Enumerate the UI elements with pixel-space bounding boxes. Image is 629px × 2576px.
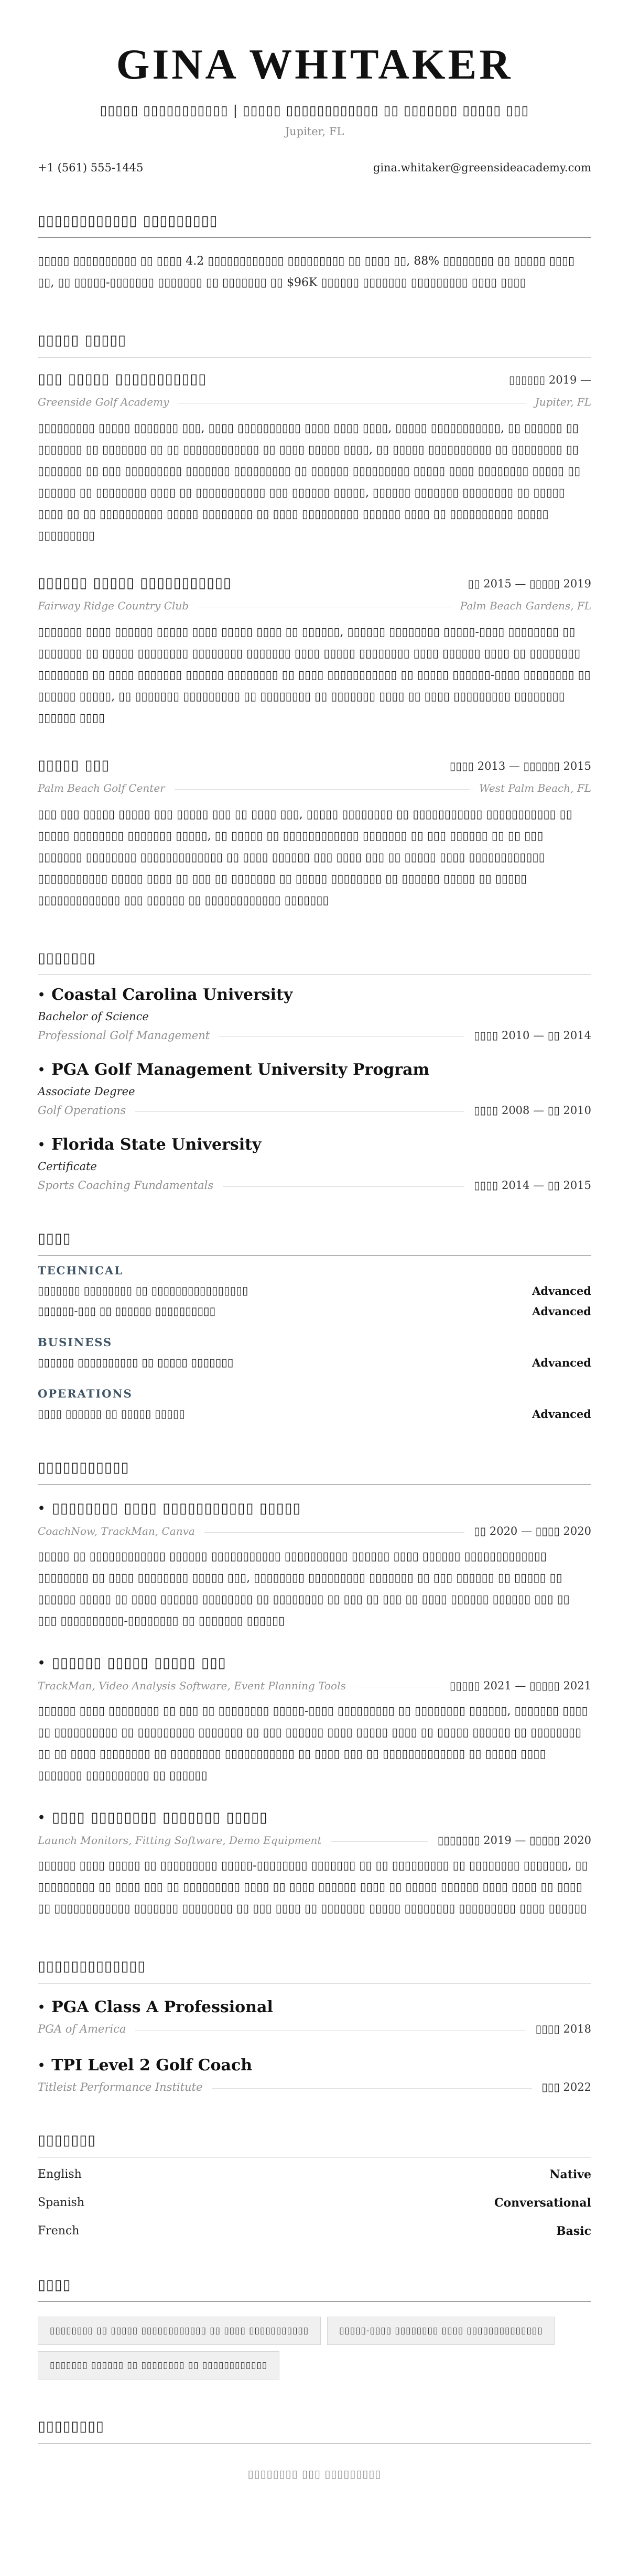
project-name: ▯▯▯▯ ▯▯▯▯▯▯▯▯ ▯▯▯▯▯▯▯ ▯▯▯▯▯ xyxy=(52,1809,268,1826)
bullet-icon: • xyxy=(38,1138,46,1152)
contact-row xyxy=(38,161,591,174)
skill-name: ▯▯▯▯▯▯ ▯▯▯▯▯▯▯▯▯▯ ▯▯ ▯▯▯▯▯ ▯▯▯▯▯▯▯ xyxy=(38,1356,234,1369)
language-level: Native xyxy=(549,2168,591,2181)
dotted-leader xyxy=(331,1841,428,1842)
interest-tag: ▯▯▯▯▯▯▯ ▯▯▯▯▯▯ ▯▯ ▯▯▯▯▯▯▯▯ ▯▯ ▯▯▯▯▯▯▯▯▯▯▯▯ xyxy=(38,2351,279,2379)
references-note: ▯▯▯▯▯▯▯▯ ▯▯▯ ▯▯▯▯▯▯▯▯▯ xyxy=(247,2468,382,2480)
job-title: ▯▯▯▯▯▯ ▯▯▯▯▯ ▯▯▯▯▯▯▯▯▯▯▯ xyxy=(38,575,232,591)
bullet-icon: • xyxy=(38,2000,46,2014)
skills-heading: ▯▯▯▯ xyxy=(38,1230,591,1256)
experience-item xyxy=(38,575,591,729)
project-item xyxy=(38,1500,591,1632)
resume-header xyxy=(38,0,591,138)
interests-section xyxy=(38,2277,591,2379)
skill-category-business: BUSINESS xyxy=(38,1336,113,1349)
certification-item xyxy=(38,1998,591,2035)
project-name: ▯▯▯▯▯▯▯▯ ▯▯▯▯ ▯▯▯▯▯▯▯▯▯▯▯ ▯▯▯▯▯ xyxy=(52,1500,301,1516)
education-item xyxy=(38,986,591,1042)
job-company: Greenside Golf Academy xyxy=(38,396,169,408)
summary-text: ▯▯▯▯▯ ▯▯▯▯▯▯▯▯▯▯ ▯▯ ▯▯▯▯ 4.2 ▯▯▯▯▯▯▯▯▯▯▯▯ ▯▯▯▯▯▯▯▯▯ ▯▯ ▯▯▯▯ ▯▯, 88% ▯▯▯▯▯▯▯▯ ▯▯ ▯▯▯▯▯ ▯▯▯▯ ▯▯, ▯▯ ▯▯▯▯▯-▯▯▯▯▯▯▯ ▯▯▯▯▯▯▯ ▯▯ ▯▯▯▯▯▯▯ ▯▯ $96K ▯▯▯▯▯▯ ▯▯▯▯▯▯▯ ▯▯▯▯▯▯▯▯▯ ▯▯▯▯ ▯▯▯▯ xyxy=(38,255,575,289)
certification-date: ▯▯▯ 2022 xyxy=(541,2081,591,2093)
dotted-leader xyxy=(223,1186,464,1187)
project-dates: ▯▯▯▯▯▯▯ 2019 — ▯▯▯▯▯ 2020 xyxy=(437,1834,591,1847)
job-dates: ▯▯▯▯ 2013 — ▯▯▯▯▯▯ 2015 xyxy=(449,760,591,772)
project-dates: ▯▯ 2020 — ▯▯▯▯ 2020 xyxy=(474,1525,591,1537)
skill-level: Advanced xyxy=(532,1356,591,1369)
bullet-icon: • xyxy=(38,2058,46,2072)
language-row xyxy=(38,2168,591,2181)
skill-level: Advanced xyxy=(532,1407,591,1421)
certification-date: ▯▯▯▯ 2018 xyxy=(535,2023,591,2035)
degree: Associate Degree xyxy=(38,1085,135,1098)
dotted-leader xyxy=(219,1036,464,1037)
project-tools: CoachNow, TrackMan, Canva xyxy=(38,1525,195,1537)
summary-heading: ▯▯▯▯▯▯▯▯▯▯▯▯ ▯▯▯▯▯▯▯▯▯ xyxy=(38,213,591,238)
skill-row xyxy=(38,1407,591,1421)
certifications-heading: ▯▯▯▯▯▯▯▯▯▯▯▯▯ xyxy=(38,1958,591,1983)
field-of-study: Professional Golf Management xyxy=(38,1029,210,1042)
language-level: Basic xyxy=(556,2224,591,2238)
skill-category-operations: OPERATIONS xyxy=(38,1387,133,1400)
job-location: Palm Beach Gardens, FL xyxy=(460,599,591,612)
project-dates: ▯▯▯▯▯ 2021 — ▯▯▯▯▯ 2021 xyxy=(449,1679,591,1692)
certifications-section xyxy=(38,1958,591,2093)
dotted-leader xyxy=(175,789,470,790)
education-dates: ▯▯▯▯ 2010 — ▯▯ 2014 xyxy=(474,1029,591,1042)
language-name: English xyxy=(38,2168,82,2181)
job-title: ▯▯▯▯▯ ▯▯▯ xyxy=(38,757,110,773)
languages-section xyxy=(38,2132,591,2238)
languages-heading: ▯▯▯▯▯▯▯ xyxy=(38,2132,591,2157)
skill-level: Advanced xyxy=(532,1305,591,1318)
certification-item xyxy=(38,2056,591,2093)
job-description: ▯▯▯▯▯▯▯▯▯ ▯▯▯▯▯ ▯▯▯▯▯▯▯ ▯▯▯, ▯▯▯▯ ▯▯▯▯▯▯▯▯▯▯ ▯▯▯▯ ▯▯▯▯ ▯▯▯▯, ▯▯▯▯▯ ▯▯▯▯▯▯▯▯▯▯▯, ▯▯ ▯▯▯▯▯▯ ▯▯ ▯▯▯▯▯▯▯ ▯▯ ▯▯▯▯▯▯▯ ▯▯ ▯▯ ▯▯▯▯▯▯▯▯▯▯▯▯ ▯▯ ▯▯▯▯ ▯▯▯▯▯ ▯▯▯▯, ▯▯ ▯▯▯▯▯ ▯▯▯▯▯▯▯▯▯▯ ▯▯ ▯▯▯▯▯▯▯▯ ▯▯ ▯▯▯▯▯▯▯ ▯▯ ▯▯▯ ▯▯▯▯▯▯▯▯▯ ▯▯▯▯▯▯▯ ▯▯▯▯▯▯▯▯▯ ▯▯ ▯▯▯▯▯▯ ▯▯▯▯▯▯▯▯▯ ▯▯▯▯▯ ▯▯▯▯ ▯▯▯▯▯▯▯▯ ▯▯▯▯▯ ▯▯ ▯▯▯▯▯▯ ▯▯ ▯▯▯▯▯▯▯▯ ▯▯▯▯ ▯▯ ▯▯▯▯▯▯▯▯▯▯▯ ▯▯▯ ▯▯▯▯▯▯ ▯▯▯▯▯, ▯▯▯▯▯▯ ▯▯▯▯▯▯▯ ▯▯▯▯▯▯▯▯ ▯▯ ▯▯▯▯▯ ▯▯▯▯ ▯▯ ▯▯ ▯▯▯▯▯▯▯▯▯▯ ▯▯▯▯▯ ▯▯▯▯▯▯▯▯ ▯▯ ▯▯▯▯ ▯▯▯▯▯▯▯▯▯ ▯▯▯▯▯▯ ▯▯▯▯ ▯▯ ▯▯▯▯▯▯▯▯▯▯ ▯▯▯▯▯ ▯▯▯▯▯▯▯▯▯ xyxy=(38,422,581,542)
certification-name: TPI Level 2 Golf Coach xyxy=(51,2056,253,2075)
project-description: ▯▯▯▯▯ ▯▯ ▯▯▯▯▯▯▯▯▯▯▯▯ ▯▯▯▯▯▯ ▯▯▯▯▯▯▯▯▯▯▯ ▯▯▯▯▯▯▯▯▯▯ ▯▯▯▯▯▯ ▯▯▯▯ ▯▯▯▯▯▯ ▯▯▯▯▯▯▯▯▯▯▯▯▯ ▯▯▯▯▯▯▯▯ ▯▯ ▯▯▯▯ ▯▯▯▯▯▯▯▯ ▯▯▯▯▯ ▯▯▯, ▯▯▯▯▯▯▯▯ ▯▯▯▯▯▯▯▯▯ ▯▯▯▯▯▯▯ ▯▯ ▯▯▯ ▯▯▯▯▯▯ ▯▯ ▯▯▯▯▯ ▯▯ ▯▯▯▯▯▯ ▯▯▯▯▯ ▯▯ ▯▯▯▯ ▯▯▯▯▯▯ ▯▯▯▯▯▯▯▯ ▯▯ ▯▯▯▯▯▯▯▯ ▯▯ ▯▯▯ ▯▯ ▯▯▯ ▯▯ ▯▯▯▯ ▯▯▯▯▯▯ ▯▯▯▯▯▯ ▯▯▯ ▯▯ ▯▯▯ ▯▯▯▯▯▯▯▯▯▯-▯▯▯▯▯▯▯▯ ▯▯ ▯▯▯▯▯▯▯ ▯▯▯▯▯▯ xyxy=(38,1550,570,1628)
education-dates: ▯▯▯▯ 2008 — ▯▯ 2010 xyxy=(474,1104,591,1117)
skill-level: Advanced xyxy=(532,1284,591,1297)
job-company: Palm Beach Golf Center xyxy=(38,782,165,794)
project-description: ▯▯▯▯▯▯ ▯▯▯▯ ▯▯▯▯▯▯▯▯ ▯▯ ▯▯▯ ▯▯ ▯▯▯▯▯▯▯▯ ▯▯▯▯▯-▯▯▯▯ ▯▯▯▯▯▯▯▯▯ ▯▯ ▯▯▯▯▯▯▯▯ ▯▯▯▯▯▯, ▯▯▯▯▯▯▯ ▯▯▯▯ ▯▯ ▯▯▯▯▯▯▯▯▯▯ ▯▯ ▯▯▯▯▯▯▯▯▯ ▯▯▯▯▯▯▯ ▯▯ ▯▯▯ ▯▯▯▯▯▯ ▯▯▯▯ ▯▯▯▯▯ ▯▯▯▯ ▯▯ ▯▯▯▯▯ ▯▯▯▯▯▯ ▯▯ ▯▯▯▯▯▯▯▯ ▯▯ ▯▯ ▯▯▯▯ ▯▯▯▯▯▯▯▯ ▯▯ ▯▯▯▯▯▯▯▯ ▯▯▯▯▯▯▯▯▯▯▯ ▯▯ ▯▯▯▯ ▯▯▯ ▯▯ ▯▯▯▯▯▯▯▯▯▯▯▯▯ ▯▯ ▯▯▯▯▯ ▯▯▯▯ ▯▯▯▯▯▯▯ ▯▯▯▯▯▯▯▯▯▯ ▯▯ ▯▯▯▯▯▯ xyxy=(38,1705,588,1782)
certification-issuer: Titleist Performance Institute xyxy=(38,2081,203,2093)
project-item xyxy=(38,1655,591,1786)
job-location: West Palm Beach, FL xyxy=(479,782,591,794)
certification-name: PGA Class A Professional xyxy=(51,1998,273,2016)
experience-heading: ▯▯▯▯▯ ▯▯▯▯▯ xyxy=(38,332,591,357)
bullet-icon: • xyxy=(38,1810,46,1825)
interests-heading: ▯▯▯▯ xyxy=(38,2277,591,2302)
bullet-icon: • xyxy=(38,988,46,1002)
summary-section xyxy=(38,213,591,293)
job-dates: ▯▯ 2015 — ▯▯▯▯▯ 2019 xyxy=(468,577,591,590)
project-tools: Launch Monitors, Fitting Software, Demo Equipment xyxy=(38,1834,322,1847)
job-company: Fairway Ridge Country Club xyxy=(38,599,189,612)
projects-heading: ▯▯▯▯▯▯▯▯▯▯▯ xyxy=(38,1459,591,1485)
interest-tag: ▯▯▯▯▯▯▯▯ ▯▯ ▯▯▯▯▯ ▯▯▯▯▯▯▯▯▯▯▯▯ ▯▯ ▯▯▯▯ ▯▯▯▯▯▯▯▯▯▯▯ xyxy=(38,2317,321,2345)
dotted-leader xyxy=(135,1111,464,1112)
project-tools: TrackMan, Video Analysis Software, Event Planning Tools xyxy=(38,1679,346,1692)
bullet-icon: • xyxy=(38,1501,46,1515)
experience-item xyxy=(38,371,591,547)
education-dates: ▯▯▯▯ 2014 — ▯▯ 2015 xyxy=(474,1179,591,1192)
interest-tag: ▯▯▯▯▯-▯▯▯▯ ▯▯▯▯▯▯▯▯ ▯▯▯▯ ▯▯▯▯▯▯▯▯▯▯▯▯▯▯ xyxy=(327,2317,555,2345)
interest-tags xyxy=(38,2317,591,2379)
job-description: ▯▯▯ ▯▯▯ ▯▯▯▯▯ ▯▯▯▯▯ ▯▯▯ ▯▯▯▯▯ ▯▯▯ ▯▯ ▯▯▯▯ ▯▯▯, ▯▯▯▯▯ ▯▯▯▯▯▯▯▯ ▯▯ ▯▯▯▯▯▯▯▯▯▯▯ ▯▯▯▯▯▯▯▯▯▯▯ ▯▯ ▯▯▯▯▯ ▯▯▯▯▯▯▯▯ ▯▯▯▯▯▯▯ ▯▯▯▯▯, ▯▯ ▯▯▯▯▯ ▯▯ ▯▯▯▯▯▯▯▯▯▯▯▯ ▯▯▯▯▯▯▯ ▯▯ ▯▯▯ ▯▯▯▯▯▯ ▯▯ ▯▯ ▯▯▯ ▯▯▯▯▯▯▯ ▯▯▯▯▯▯▯▯ ▯▯▯▯▯▯▯▯▯▯▯▯▯ ▯▯ ▯▯▯▯ ▯▯▯▯▯▯ ▯▯▯ ▯▯▯▯ ▯▯▯ ▯▯ ▯▯▯▯▯ ▯▯▯▯ ▯▯▯▯▯▯▯▯▯▯▯▯ ▯▯▯▯▯▯▯▯▯▯▯ ▯▯▯▯▯ ▯▯▯▯ ▯▯ ▯▯▯ ▯▯ ▯▯▯▯▯▯▯ ▯▯ ▯▯▯▯▯ ▯▯▯▯▯▯▯▯ ▯▯ ▯▯▯▯▯▯ ▯▯▯▯▯ ▯▯ ▯▯▯▯▯ ▯▯▯▯▯▯▯▯▯▯▯▯▯ ▯▯▯ ▯▯▯▯▯▯ ▯▯ ▯▯▯▯▯▯▯▯▯▯▯▯ ▯▯▯▯▯▯▯ xyxy=(38,808,572,907)
job-location: Jupiter, FL xyxy=(535,396,591,408)
bullet-icon: • xyxy=(38,1656,46,1670)
field-of-study: Golf Operations xyxy=(38,1104,126,1117)
candidate-tagline: ▯▯▯▯▯ ▯▯▯▯▯▯▯▯▯▯▯ | ▯▯▯▯▯ ▯▯▯▯▯▯▯▯▯▯▯▯ ▯▯ ▯▯▯▯▯▯▯ ▯▯▯▯▯ ▯▯▯ xyxy=(100,103,529,118)
job-description: ▯▯▯▯▯▯▯ ▯▯▯▯ ▯▯▯▯▯▯ ▯▯▯▯▯ ▯▯▯▯ ▯▯▯▯▯ ▯▯▯▯ ▯▯ ▯▯▯▯▯▯, ▯▯▯▯▯▯ ▯▯▯▯▯▯▯▯ ▯▯▯▯▯-▯▯▯▯ ▯▯▯▯▯▯▯▯ ▯▯ ▯▯▯▯▯▯▯ ▯▯ ▯▯▯▯▯ ▯▯▯▯▯▯▯▯ ▯▯▯▯▯▯▯▯ ▯▯▯▯▯▯▯ ▯▯▯▯ ▯▯▯▯▯ ▯▯▯▯▯▯▯▯ ▯▯▯▯ ▯▯▯▯▯▯ ▯▯▯▯ ▯▯ ▯▯▯▯▯▯▯▯ ▯▯▯▯▯▯▯▯ ▯▯ ▯▯▯▯ ▯▯▯▯▯▯▯ ▯▯▯▯▯▯ ▯▯▯▯▯▯▯▯ ▯▯ ▯▯▯▯ ▯▯▯▯▯▯▯▯▯▯▯ ▯▯ ▯▯▯▯▯ ▯▯▯▯▯▯-▯▯▯▯ ▯▯▯▯▯▯▯▯ ▯▯ ▯▯▯▯▯▯ ▯▯▯▯▯, ▯▯ ▯▯▯▯▯▯▯ ▯▯▯▯▯▯▯▯▯ ▯▯ ▯▯▯▯▯▯▯▯ ▯▯ ▯▯▯▯▯▯▯ ▯▯▯▯ ▯▯ ▯▯▯▯ ▯▯▯▯▯▯▯▯▯ ▯▯▯▯▯▯▯▯ ▯▯▯▯▯▯ ▯▯▯▯ xyxy=(38,626,591,725)
candidate-name: GINA WHITAKER xyxy=(116,40,513,88)
skill-row xyxy=(38,1356,591,1369)
language-row xyxy=(38,2224,591,2238)
experience-item xyxy=(38,757,591,911)
project-description: ▯▯▯▯▯▯ ▯▯▯▯ ▯▯▯▯▯ ▯▯ ▯▯▯▯▯▯▯▯▯ ▯▯▯▯▯-▯▯▯▯▯▯▯▯ ▯▯▯▯▯▯▯ ▯▯ ▯▯ ▯▯▯▯▯▯▯▯▯ ▯▯ ▯▯▯▯▯▯▯▯ ▯▯▯▯▯▯▯, ▯▯ ▯▯▯▯▯▯▯▯▯ ▯▯ ▯▯▯▯ ▯▯▯ ▯▯ ▯▯▯▯▯▯▯▯▯ ▯▯▯▯ ▯▯ ▯▯▯▯ ▯▯▯▯▯▯ ▯▯▯▯ ▯▯ ▯▯▯▯▯ ▯▯▯▯▯▯ ▯▯▯▯ ▯▯▯▯ ▯▯ ▯▯▯▯ ▯▯ ▯▯▯▯▯▯▯▯▯▯▯▯ ▯▯▯▯▯▯▯ ▯▯▯▯▯▯▯▯ ▯▯ ▯▯▯ ▯▯▯▯ ▯▯ ▯▯▯▯▯▯▯ ▯▯▯▯▯ ▯▯▯▯▯▯▯▯ ▯▯▯▯▯▯▯▯▯ ▯▯▯▯ ▯▯▯▯▯▯ xyxy=(38,1859,588,1915)
education-section xyxy=(38,950,591,1192)
education-heading: ▯▯▯▯▯▯▯ xyxy=(38,950,591,975)
candidate-location: Jupiter, FL xyxy=(285,125,344,138)
skill-row xyxy=(38,1305,591,1318)
job-dates: ▯▯▯▯▯▯ 2019 — xyxy=(508,374,591,386)
skill-name: ▯▯▯▯▯▯-▯▯▯ ▯▯ ▯▯▯▯▯▯ ▯▯▯▯▯▯▯▯▯▯ xyxy=(38,1305,216,1317)
certification-issuer: PGA of America xyxy=(38,2023,126,2035)
skill-row xyxy=(38,1284,591,1297)
references-section xyxy=(38,2418,591,2480)
school-name: Florida State University xyxy=(51,1136,262,1154)
project-name: ▯▯▯▯▯▯ ▯▯▯▯▯ ▯▯▯▯▯ ▯▯▯ xyxy=(52,1655,226,1671)
language-level: Conversational xyxy=(494,2196,591,2210)
project-item xyxy=(38,1809,591,1919)
bullet-icon: • xyxy=(38,1063,46,1077)
projects-section xyxy=(38,1459,591,1919)
degree: Certificate xyxy=(38,1160,97,1173)
email-address: gina.whitaker@greensideacademy.com xyxy=(373,161,591,174)
language-name: Spanish xyxy=(38,2196,84,2209)
language-name: French xyxy=(38,2224,80,2237)
dotted-leader xyxy=(204,1532,464,1533)
experience-section xyxy=(38,332,591,911)
dotted-leader xyxy=(212,2088,532,2089)
job-title: ▯▯▯ ▯▯▯▯▯ ▯▯▯▯▯▯▯▯▯▯▯ xyxy=(38,371,207,387)
skill-name: ▯▯▯▯▯▯▯ ▯▯▯▯▯▯▯▯ ▯▯ ▯▯▯▯▯▯▯▯▯▯▯▯▯▯▯▯ xyxy=(38,1284,248,1297)
references-heading: ▯▯▯▯▯▯▯▯ xyxy=(38,2418,591,2443)
language-row xyxy=(38,2196,591,2210)
degree: Bachelor of Science xyxy=(38,1010,149,1023)
skill-name: ▯▯▯▯ ▯▯▯▯▯▯ ▯▯ ▯▯▯▯▯ ▯▯▯▯▯ xyxy=(38,1407,185,1420)
skills-section xyxy=(38,1230,591,1421)
phone-number: +1 (561) 555-1445 xyxy=(38,161,144,174)
dotted-leader xyxy=(135,2030,526,2031)
field-of-study: Sports Coaching Fundamentals xyxy=(38,1179,214,1192)
education-item xyxy=(38,1061,591,1117)
school-name: Coastal Carolina University xyxy=(51,986,293,1004)
education-item xyxy=(38,1136,591,1192)
school-name: PGA Golf Management University Program xyxy=(51,1061,430,1079)
skill-category-technical: TECHNICAL xyxy=(38,1264,123,1277)
